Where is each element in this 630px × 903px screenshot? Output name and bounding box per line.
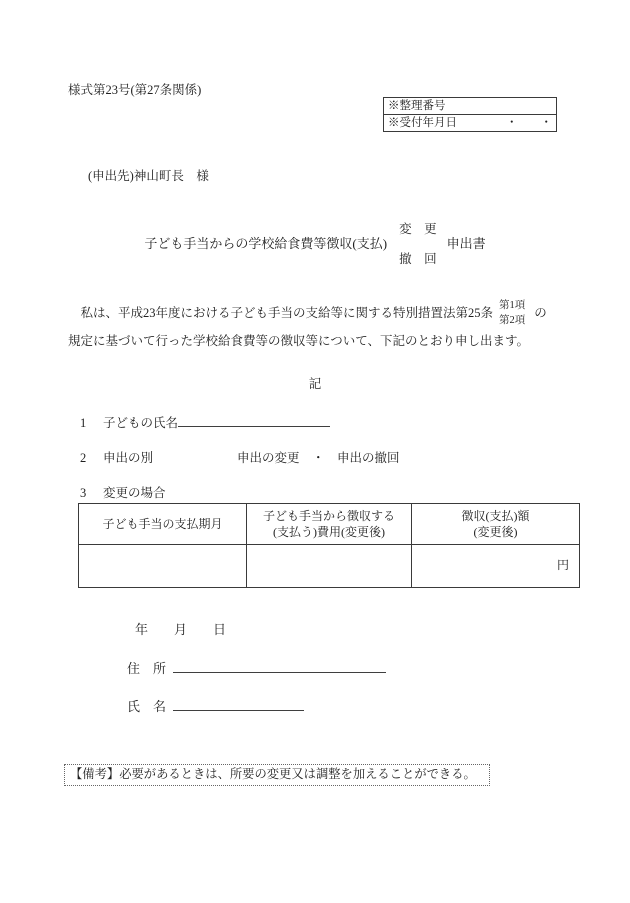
item3-number: 3 bbox=[80, 486, 87, 500]
item1-number: 1 bbox=[80, 416, 87, 430]
cell-payment-month bbox=[79, 545, 247, 588]
title-suffix: 申出書 bbox=[446, 235, 486, 251]
title-option-stack bbox=[399, 221, 437, 267]
item1-label: 子どもの氏名 bbox=[103, 416, 179, 430]
received-date-label: ※受付年月日 bbox=[388, 117, 457, 129]
name-row bbox=[127, 697, 304, 716]
office-use-box bbox=[383, 97, 557, 132]
office-use-row-received-date bbox=[384, 115, 556, 131]
item-application-type bbox=[80, 450, 550, 466]
clause-stack bbox=[499, 298, 525, 328]
document-title bbox=[0, 221, 630, 267]
item-change-case bbox=[80, 485, 166, 501]
title-option-change: 変 更 bbox=[399, 222, 437, 236]
clause-item-2: 第2項 bbox=[499, 315, 526, 326]
cell-deducted-expense bbox=[247, 545, 412, 588]
item2-label: 申出の別 bbox=[103, 451, 154, 465]
paragraph-line1-suffix: の bbox=[534, 305, 547, 320]
change-details-table bbox=[78, 503, 580, 588]
paragraph-line1-text: 私は、平成23年度における子ども手当の支給等に関する特別措置法第25条 bbox=[68, 305, 494, 320]
clause-item-1: 第1項 bbox=[499, 300, 526, 311]
title-main: 子ども手当からの学校給食費等徴収(支払) bbox=[144, 235, 388, 251]
date-line: 年 月 日 bbox=[135, 622, 227, 637]
received-date-dots: ・ ・ bbox=[506, 117, 552, 129]
header-deducted-amount: 徴収(支払)額 (変更後) bbox=[412, 504, 580, 545]
address-row bbox=[127, 659, 386, 678]
body-paragraph bbox=[68, 296, 568, 349]
addressee: (申出先)神山町長 様 bbox=[88, 169, 209, 183]
address-label: 住 所 bbox=[127, 661, 167, 676]
name-blank-line bbox=[173, 697, 304, 711]
address-blank-line bbox=[173, 659, 386, 673]
header-deducted-expense: 子ども手当から徴収する (支払う)費用(変更後) bbox=[247, 504, 412, 545]
table-header-row bbox=[79, 504, 580, 545]
header-payment-month: 子ども手当の支払期月 bbox=[79, 504, 247, 545]
item3-label: 変更の場合 bbox=[103, 486, 166, 500]
cell-amount-unit: 円 bbox=[412, 545, 580, 588]
record-mark: 記 bbox=[308, 377, 322, 391]
paragraph-line-2: 規定に基づいて行った学校給食費等の徴収等について、下記のとおり申し出ます。 bbox=[68, 334, 530, 348]
paragraph-line-1 bbox=[68, 296, 568, 330]
application-type-options: 申出の変更 ・ 申出の撤回 bbox=[237, 451, 400, 465]
name-label: 氏 名 bbox=[127, 699, 167, 714]
child-name-blank-line bbox=[178, 413, 330, 427]
remarks-note: 【備考】必要があるときは、所要の変更又は調整を加えることができる。 bbox=[64, 764, 490, 786]
serial-number-label: ※整理番号 bbox=[388, 100, 446, 112]
office-use-row-serial bbox=[384, 98, 556, 115]
table-row bbox=[79, 545, 580, 588]
item-child-name bbox=[80, 413, 330, 431]
form-number: 様式第23号(第27条関係) bbox=[68, 83, 202, 97]
title-option-withdraw: 撤 回 bbox=[399, 251, 437, 266]
item2-number: 2 bbox=[80, 451, 87, 465]
